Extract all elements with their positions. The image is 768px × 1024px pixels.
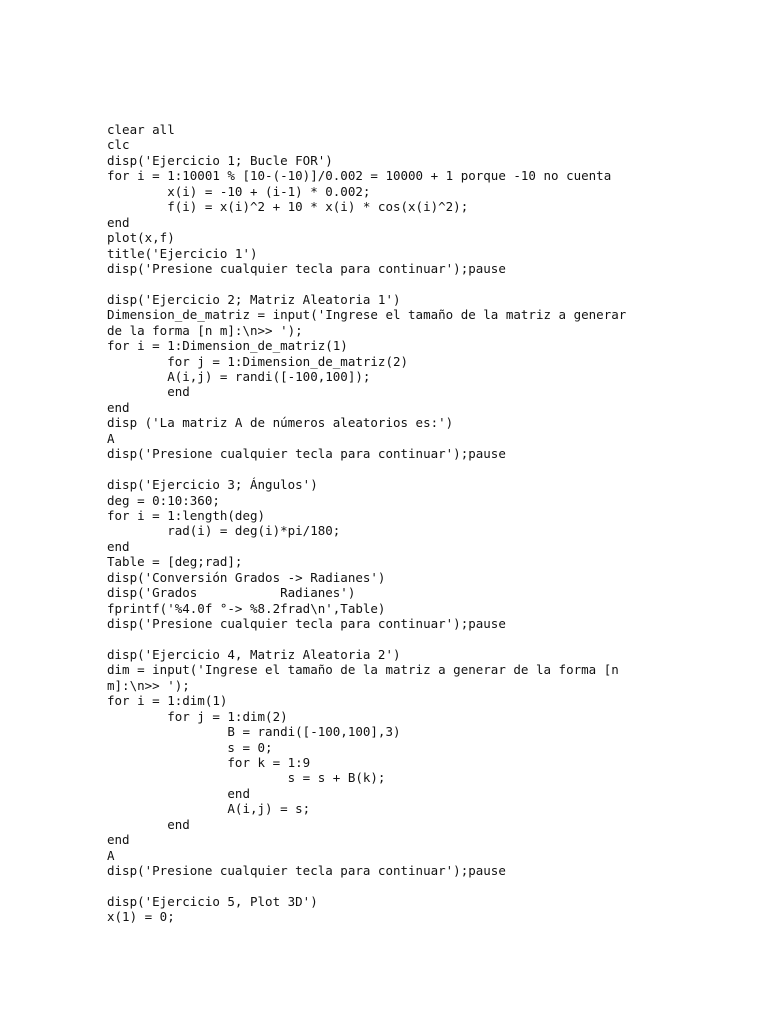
code-line: disp('Ejercicio 2; Matriz Aleatoria 1') xyxy=(107,291,401,307)
code-line: end xyxy=(107,384,190,400)
code-line: for i = 1:Dimension_de_matriz(1) xyxy=(107,338,348,354)
code-line: s = 0; xyxy=(107,739,273,755)
code-line: for i = 1:dim(1) xyxy=(107,693,228,709)
code-line: rad(i) = deg(i)*pi/180; xyxy=(107,523,341,539)
code-line: deg = 0:10:360; xyxy=(107,492,220,508)
code-line: for k = 1:9 xyxy=(107,754,311,770)
code-line: disp('Ejercicio 3; Ángulos') xyxy=(107,477,318,493)
code-line: for i = 1:length(deg) xyxy=(107,507,266,523)
code-line: disp('Presione cualquier tecla para continuar');pause xyxy=(107,616,506,631)
code-line: fprintf('%4.0f °-> %8.2frad\n',Table) xyxy=(107,600,386,616)
code-line: de la forma [n m]:\n>> '); xyxy=(107,322,303,338)
code-line: Dimension_de_matriz = input('Ingrese el tamaño de la matriz a generar xyxy=(107,307,627,323)
code-line: for i = 1:10001 % [10-(-10)]/0.002 = 10000 + 1 porque -10 no cuenta xyxy=(107,168,612,184)
code-line: disp('Conversión Grados -> Radianes') xyxy=(107,569,386,585)
blank-line xyxy=(107,276,727,291)
code-line: for j = 1:Dimension_de_matriz(2) xyxy=(107,353,409,369)
code-line: s = s + B(k); xyxy=(107,770,386,786)
code-line: dim = input('Ingrese el tamaño de la matriz a generar de la forma [n xyxy=(107,662,619,678)
code-line: disp('Presione cualquier tecla para continuar');pause xyxy=(107,260,506,276)
code-line: end xyxy=(107,785,250,801)
code-line: B = randi([-100,100],3) xyxy=(107,724,401,740)
code-line: clc xyxy=(107,137,130,153)
code-line: disp('Grados Radianes') xyxy=(107,585,356,601)
code-line: x(1) = 0; xyxy=(107,909,175,925)
code-line: disp('Presione cualquier tecla para continuar');pause xyxy=(107,863,506,878)
code-line: end xyxy=(107,538,130,554)
code-line: f(i) = x(i)^2 + 10 * x(i) * cos(x(i)^2); xyxy=(107,199,469,215)
code-line: end xyxy=(107,399,130,415)
code-line: disp('Presione cualquier tecla para continuar');pause xyxy=(107,446,506,462)
code-line: A xyxy=(107,430,115,446)
code-line: A(i,j) = randi([-100,100]); xyxy=(107,369,371,384)
blank-line xyxy=(107,631,727,646)
code-line: end xyxy=(107,214,130,230)
code-line: disp('Ejercicio 1; Bucle FOR') xyxy=(107,152,333,168)
code-line: m]:\n>> '); xyxy=(107,677,190,693)
code-listing xyxy=(107,122,727,925)
code-line: x(i) = -10 + (i-1) * 0.002; xyxy=(107,183,371,199)
blank-line xyxy=(107,878,727,893)
code-line: for j = 1:dim(2) xyxy=(107,708,288,724)
code-line: end xyxy=(107,816,190,832)
code-line: A(i,j) = s; xyxy=(107,801,311,817)
code-line: plot(x,f) xyxy=(107,230,175,246)
code-line: title('Ejercicio 1') xyxy=(107,245,258,261)
code-line: end xyxy=(107,832,130,848)
blank-line xyxy=(107,462,727,477)
code-line: disp ('La matriz A de números aleatorios es:') xyxy=(107,415,454,431)
code-line: clear all xyxy=(107,122,175,137)
code-line: Table = [deg;rad]; xyxy=(107,554,243,570)
code-line: A xyxy=(107,847,115,863)
code-line: disp('Ejercicio 5, Plot 3D') xyxy=(107,893,318,909)
code-line: disp('Ejercicio 4, Matriz Aleatoria 2') xyxy=(107,646,401,662)
